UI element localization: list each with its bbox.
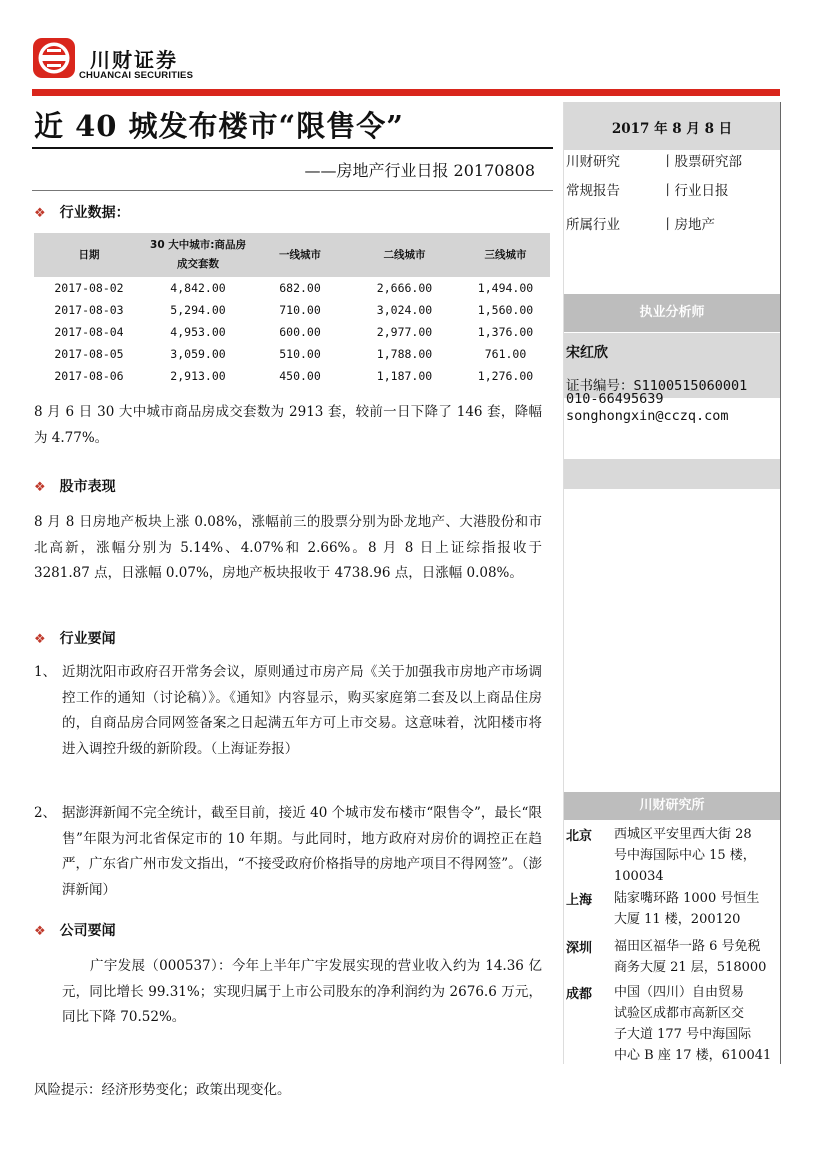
address-line: 100034	[614, 869, 664, 884]
report-title: 近 40 城发布楼市“限售令”	[34, 109, 404, 143]
report-date: 2017 年 8 月 8 日	[611, 121, 733, 137]
diamond-bullet-icon: ❖	[34, 480, 46, 495]
diamond-bullet-icon: ❖	[34, 206, 46, 221]
brand-name-en: CHUANCAI SECURITIES	[79, 70, 194, 81]
divider	[564, 332, 780, 333]
col-30-cities: 30 大中城市:商品房成交套数	[144, 233, 252, 277]
table-cell: 4,953.00	[170, 325, 226, 339]
table-cell: 710.00	[279, 303, 321, 317]
institute-header: 川财研究所	[564, 792, 780, 820]
office-address	[614, 888, 779, 930]
table-cell: 1,494.00	[477, 281, 534, 295]
table-cell: 2,666.00	[376, 281, 433, 295]
news-2-number: 2、	[34, 805, 57, 821]
office-address	[614, 824, 779, 887]
subtitle-divider	[32, 190, 553, 191]
company-logo	[33, 38, 75, 78]
address-line: 商务大厦 21 层，518000	[614, 960, 767, 975]
col-tier3: 三线城市	[461, 233, 550, 277]
address-line: 中心 B 座 17 楼，610041	[614, 1048, 772, 1063]
col-tier1: 一线城市	[252, 233, 348, 277]
office-city: 北京	[566, 829, 593, 844]
section-title: 行业要闻	[59, 631, 116, 647]
table-cell: 2,977.00	[376, 325, 433, 339]
table-cell: 3,024.00	[376, 303, 433, 317]
info-label: 川财研究	[566, 154, 620, 170]
info-value: 丨行业日报	[661, 183, 729, 199]
table-row	[34, 277, 550, 299]
table-cell: 1,276.00	[477, 369, 534, 383]
brand-name-cn: 川财证券	[90, 48, 178, 72]
section-company-news	[34, 920, 116, 940]
diamond-bullet-icon: ❖	[34, 632, 46, 647]
table-row	[34, 343, 550, 365]
industry-data-table	[34, 233, 550, 387]
table-cell: 1,187.00	[376, 369, 433, 383]
address-line: 号中海国际中心 15 楼，	[614, 848, 756, 863]
col-date: 日期	[34, 233, 144, 277]
title-divider	[32, 147, 553, 149]
table-cell: 2017-08-06	[54, 369, 124, 383]
table-cell: 4,842.00	[170, 281, 226, 295]
news-1-text: 近期沈阳市政府召开常务会议，原则通过市房产局《关于加强我市房地产市场调控工作的通知（讨论稿）》。《通知》内容显示，购买家庭第二套及以上商品住房的，自商品房合同网签备案之日起满五年方可上市交易。这意味着，沈阳楼市将进入调控升级的新阶段。（上海证券报）	[62, 664, 542, 757]
info-value: 丨股票研究部	[661, 154, 742, 170]
analyst-phone: 010-66495639	[566, 391, 664, 407]
table-cell: 2017-08-03	[54, 303, 124, 317]
section-title: 股市表现	[59, 479, 116, 495]
analyst-name: 宋红欣	[566, 345, 608, 361]
address-line: 中国（四川）自由贸易	[614, 985, 745, 1000]
table-cell: 682.00	[279, 281, 321, 295]
col-tier2: 二线城市	[348, 233, 461, 277]
market-paragraph: 8 月 8 日房地产板块上涨 0.08%，涨幅前三的股票分别为卧龙地产、大港股份和市北高新，涨幅分别为 5.14%、4.07%和 2.66%。8 月 8 日上证综指报收于 3281.87 点，日涨幅 0.07%，房地产板块报收于 4738.96 点，日涨幅 0.08%。	[34, 514, 542, 581]
office-address	[614, 936, 779, 978]
news-2-text: 据澎湃新闻不完全统计，截至目前，接近 40 个城市发布楼市“限售令”，最长“限售”年限为河北省保定市的 10 年期。与此同时，地方政府对房价的调控正在趋严，广东省广州市发文指出，“不接受政府价格指导的房地产项目不得网签”。（澎湃新闻）	[62, 805, 542, 898]
sidebar-date-block	[564, 102, 780, 150]
news-1-number: 1、	[34, 664, 57, 680]
data-summary-paragraph: 8 月 6 日 30 大中城市商品房成交套数为 2913 套，较前一日下降了 146 套，降幅为 4.77%。	[34, 404, 542, 446]
section-industry-news	[34, 628, 116, 648]
diamond-bullet-icon: ❖	[34, 924, 46, 939]
table-cell: 5,294.00	[170, 303, 226, 317]
address-line: 大厦 11 楼，200120	[614, 912, 741, 927]
info-label: 所属行业	[566, 217, 620, 233]
table-cell: 510.00	[279, 347, 321, 361]
info-label: 常规报告	[566, 183, 620, 199]
sidebar	[563, 102, 781, 1064]
cert-label: 证书编号：	[566, 378, 634, 394]
office-city: 成都	[566, 987, 593, 1002]
table-row	[34, 321, 550, 343]
table-cell: 761.00	[484, 347, 527, 361]
table-row	[34, 365, 550, 387]
section-industry-data	[34, 202, 130, 222]
cert-number: S1100515060001	[633, 378, 748, 394]
section-title: 行业数据：	[59, 205, 130, 221]
table-cell: 3,059.00	[170, 347, 226, 361]
info-value: 丨房地产	[661, 217, 715, 233]
table-header-row	[34, 233, 550, 277]
address-line: 西城区平安里西大街 28	[614, 827, 752, 842]
table-cell: 2017-08-05	[54, 347, 124, 361]
office-address	[614, 982, 779, 1066]
table-row	[34, 299, 550, 321]
address-line: 福田区福华一路 6 号免税	[614, 939, 761, 954]
section-title: 公司要闻	[59, 923, 116, 939]
table-cell: 450.00	[279, 369, 321, 383]
risk-warning: 风险提示：经济形势变化；政策出现变化。	[34, 1082, 291, 1098]
table-cell: 2,913.00	[170, 369, 226, 383]
table-cell: 2017-08-04	[54, 325, 124, 339]
office-city: 上海	[566, 893, 593, 908]
office-city: 深圳	[566, 941, 593, 956]
company-news-text: 广宇发展（000537）：今年上半年广宇发展实现的营业收入约为 14.36 亿元，同比增长 99.31%；实现归属于上市公司股东的净利润约为 2676.6 万元，同比下降 70.52%。	[62, 958, 542, 1025]
table-cell: 1,788.00	[376, 347, 433, 361]
address-line: 子大道 177 号中海国际	[614, 1027, 752, 1042]
analyst-header: 执业分析师	[564, 294, 780, 332]
address-line: 试验区成都市高新区交	[614, 1006, 745, 1021]
header-red-bar	[32, 89, 780, 96]
analyst-email: songhongxin@cczq.com	[566, 408, 729, 424]
table-cell: 1,376.00	[477, 325, 534, 339]
section-market	[34, 476, 116, 496]
table-cell: 2017-08-02	[54, 281, 124, 295]
table-cell: 600.00	[279, 325, 321, 339]
table-cell: 1,560.00	[477, 303, 534, 317]
report-subtitle: ——房地产行业日报 20170808	[304, 161, 535, 180]
sidebar-gray-band	[564, 459, 780, 489]
address-line: 陆家嘴环路 1000 号恒生	[614, 891, 760, 906]
